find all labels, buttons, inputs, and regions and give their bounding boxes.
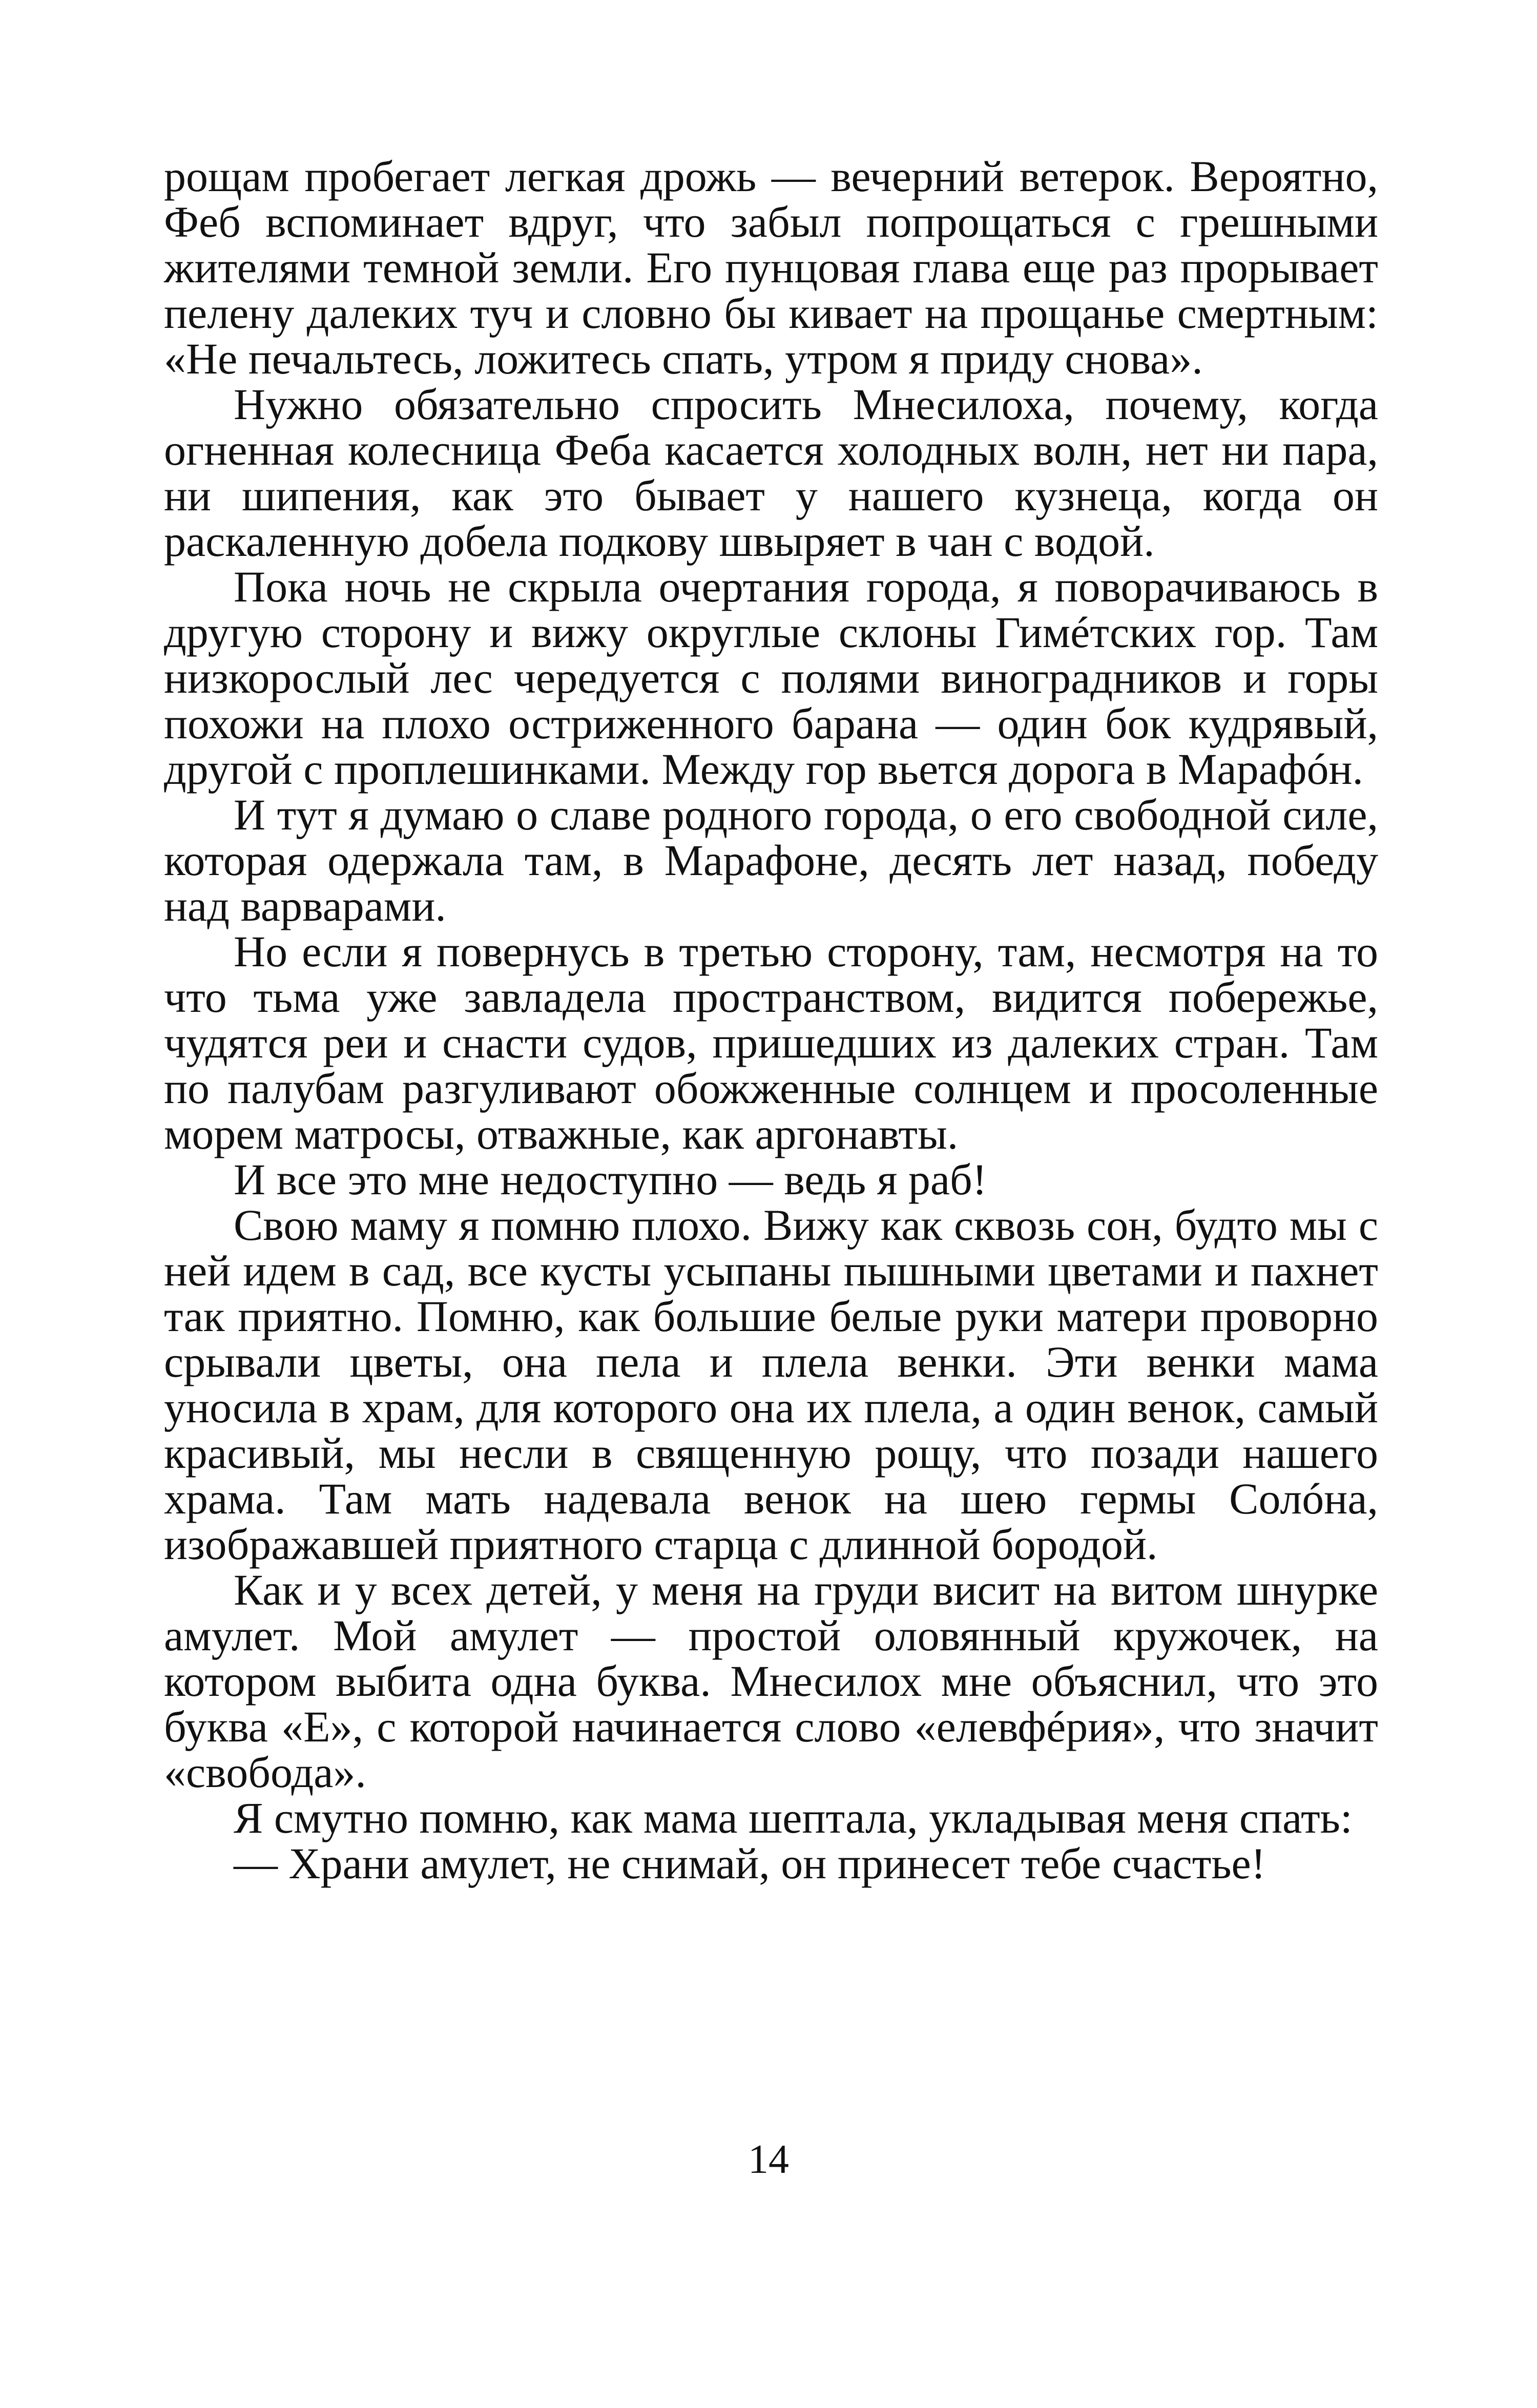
- paragraph-2: Нужно обязательно спросить Мнесилоха, почему, когда огненная колесница Феба касается холодных волн, нет ни пара, ни шипения, как это бывает у нашего кузнеца, когда он раскаленную добела подкову швыряет в чан с водой.: [164, 380, 1378, 566]
- paragraph-10: — Храни амулет, не снимай, он принесет тебе счастье!: [234, 1839, 1266, 1888]
- paragraph-9: Я смутно помню, как мама шептала, укладывая меня спать:: [234, 1793, 1353, 1842]
- paragraph-1: рощам пробегает легкая дрожь — вечерний ветерок. Вероятно, Феб вспоминает вдруг, что забыл попрощаться с грешными жителями темной земли. Его пунцовая глава еще раз прорывает пелену далеких туч и словно бы кивает на прощанье смертным: «Не печальтесь, ложитесь спать, утром я приду снова».: [164, 152, 1378, 383]
- paragraph-8: Как и у всех детей, у меня на груди висит на витом шнурке амулет. Мой амулет — простой оловянный кружочек, на котором выбита одна буква. Мнесилох мне объяснил, что это буква «Е», с которой начинается слово «елевфéрия», что значит «свобода».: [164, 1565, 1378, 1797]
- paragraph-6: И все это мне недоступно — ведь я раб!: [234, 1155, 987, 1204]
- paragraph-7: Свою маму я помню плохо. Вижу как сквозь сон, будто мы с ней идем в сад, все кусты усыпаны пышными цветами и пахнет так приятно. Помню, как большие белые руки матери проворно срывали цветы, она пела и плела венки. Эти венки мама уносила в храм, для которого она их плела, а один венок, самый красивый, мы несли в священную рощу, что позади нашего храма. Там мать надевала венок на шею гермы Солóна, изображавшей приятного старца с длинной бородой.: [164, 1200, 1378, 1569]
- main-text: [164, 154, 1378, 1886]
- page-body: [164, 154, 1378, 1886]
- paragraph-3: Пока ночь не скрыла очертания города, я поворачиваюсь в другую сторону и вижу округлые склоны Гимéтских гор. Там низкорослый лес чередуется с полями виноградников и горы похожи на плохо остриженного барана — один бок кудрявый, другой с проплешинками. Между гор вьется дорога в Марафóн.: [164, 562, 1378, 794]
- paragraph-4: И тут я думаю о славе родного города, о его свободной силе, которая одержала там, в Марафоне, десять лет назад, победу над варварами.: [164, 790, 1378, 930]
- paragraph-5: Но если я повернусь в третью сторону, там, несмотря на то что тьма уже завладела пространством, видится побережье, чудятся реи и снасти судов, пришедших из далеких стран. Там по палубам разгуливают обожженные солнцем и просоленные морем матросы, отважные, как аргонавты.: [164, 927, 1378, 1158]
- page-number: 14: [748, 2137, 789, 2182]
